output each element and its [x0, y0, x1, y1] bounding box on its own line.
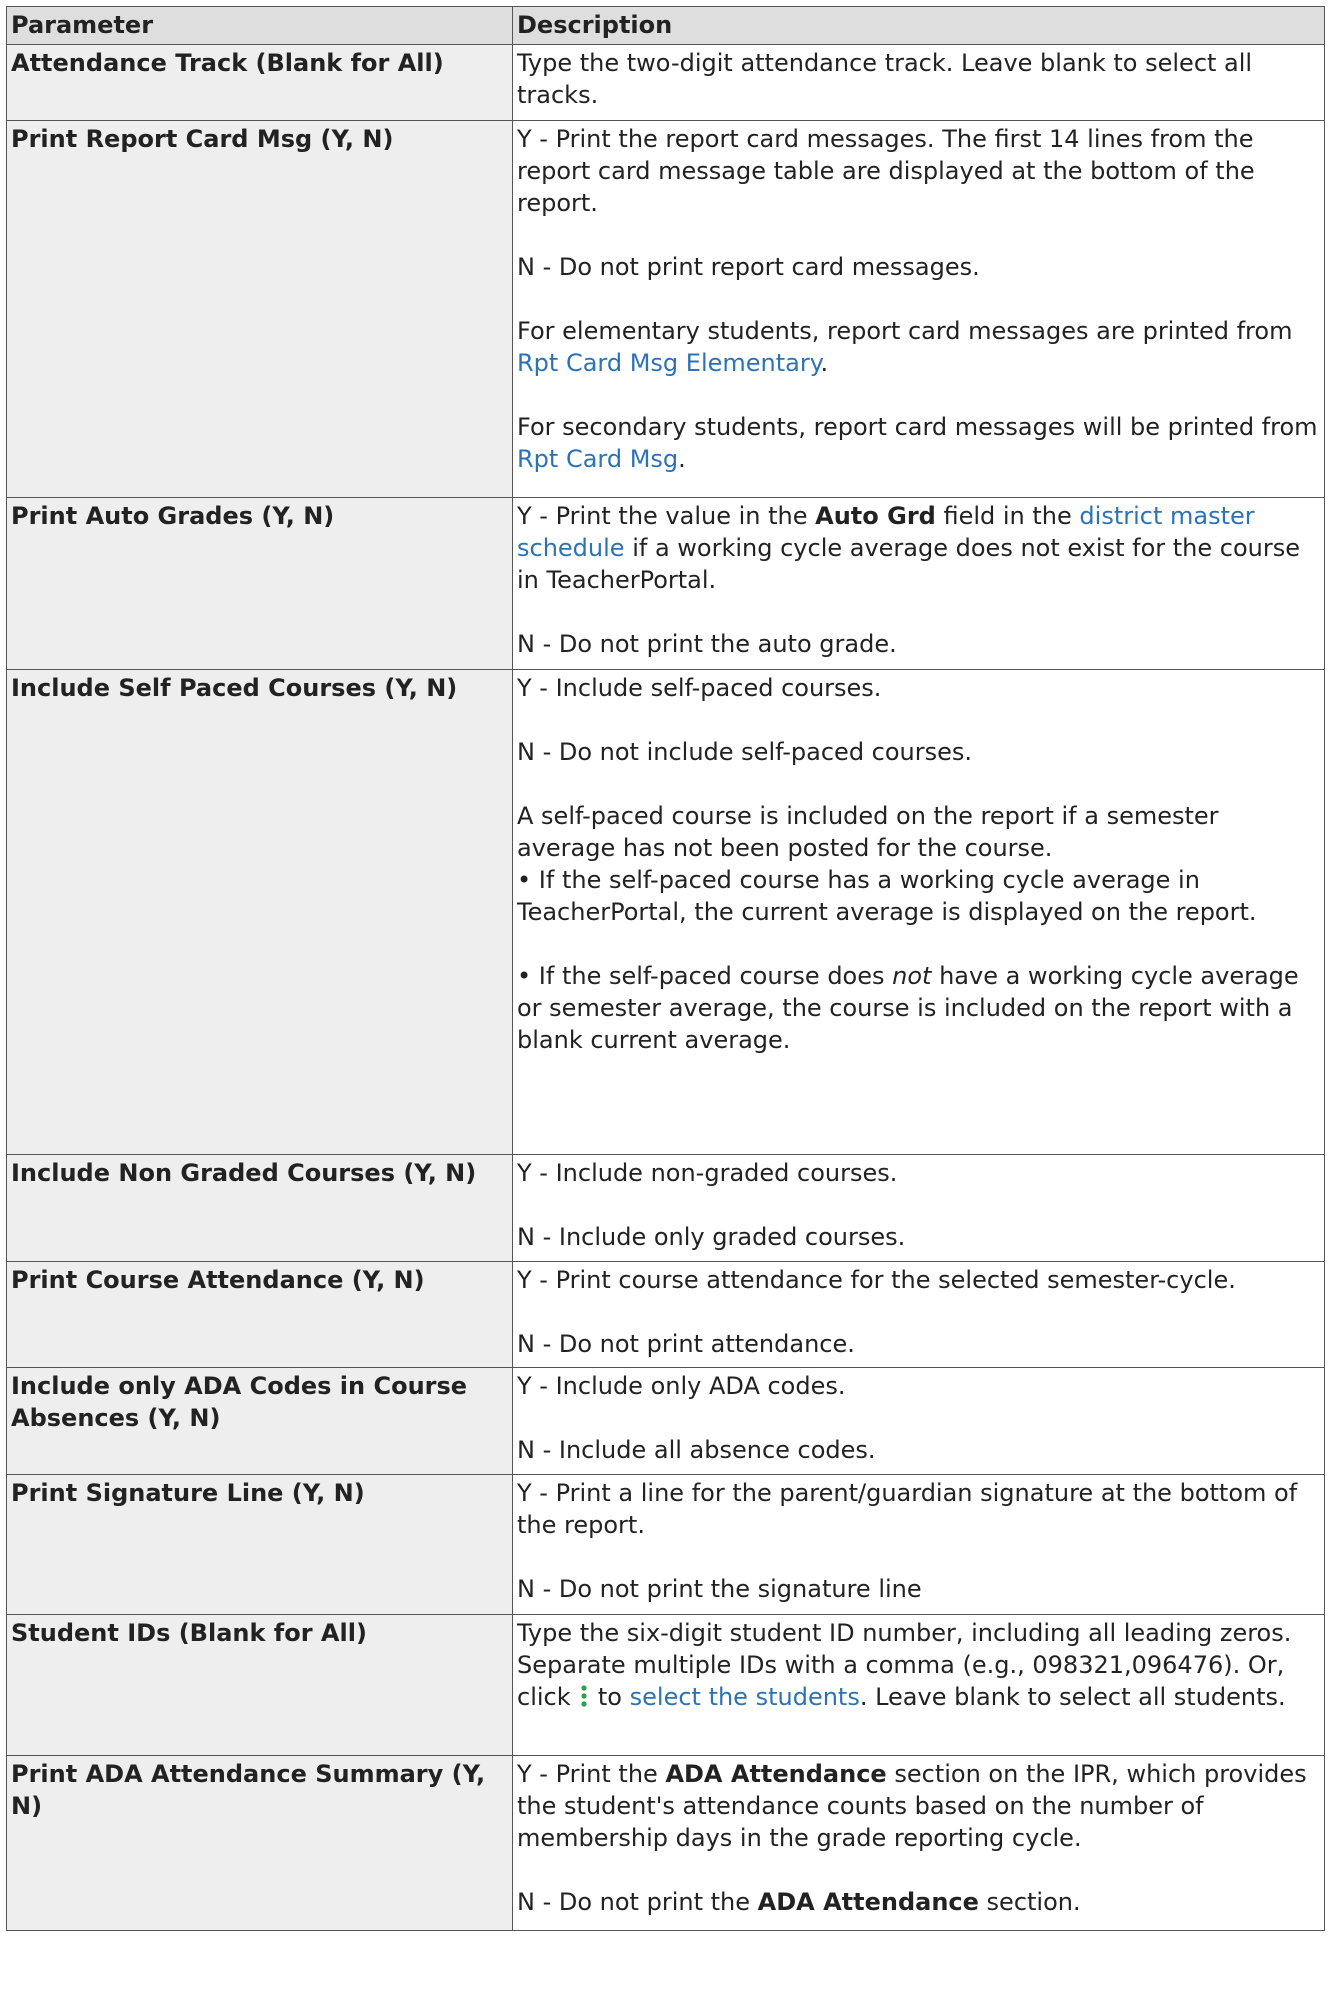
parameter-description — [513, 45, 1325, 121]
parameter-description — [513, 1475, 1325, 1615]
description-text: Y - Print a line for the parent/guardian signature at the bottom of the report. — [517, 1479, 1298, 1539]
table-row — [7, 1262, 1325, 1368]
parameter-name: Print ADA Attendance Summary (Y, N) — [7, 1756, 513, 1931]
text-run: . — [678, 445, 686, 473]
parameter-description — [513, 1262, 1325, 1368]
description-text — [517, 1617, 1320, 1715]
table-header-row — [7, 7, 1325, 45]
table-row — [7, 1475, 1325, 1615]
text-run: Y - Print the value in the — [517, 502, 816, 530]
description-text: N - Do not print the signature line — [517, 1575, 922, 1603]
text-run: N - Do not print the — [517, 1888, 758, 1916]
description-text: Y - Include self-paced courses. — [517, 674, 882, 702]
text-run: . Leave blank to select all students. — [859, 1683, 1286, 1711]
description-text: Y - Print the report card messages. The first 14 lines from the report card message table are displayed at the bottom of the report. — [517, 125, 1255, 217]
description-text — [517, 1758, 1320, 1854]
text-run: field in the — [935, 502, 1080, 530]
parameter-name: Student IDs (Blank for All) — [7, 1615, 513, 1756]
table-row — [7, 670, 1325, 1155]
select-the-students-link[interactable]: select the students — [629, 1683, 860, 1711]
text-run: Y - Print the — [517, 1760, 666, 1788]
table-row — [7, 45, 1325, 121]
text-run: For secondary students, report card messages will be printed from — [517, 413, 1318, 441]
parameter-column-header: Parameter — [7, 7, 513, 45]
table-row — [7, 498, 1325, 670]
table-row — [7, 1368, 1325, 1475]
description-text — [517, 1886, 1320, 1918]
parameter-name: Print Report Card Msg (Y, N) — [7, 121, 513, 498]
parameter-name: Include Self Paced Courses (Y, N) — [7, 670, 513, 1155]
parameter-description — [513, 1368, 1325, 1475]
text-run: section on the IPR, which provides the student's attendance counts based on the number of membership days in the grade reporting cycle. — [517, 1760, 1307, 1852]
district-master-schedule-link[interactable]: district master schedule — [517, 502, 1255, 562]
text-run: • If the self-paced course has a working cycle average in TeacherPortal, the current average is displayed on the report. — [517, 866, 1257, 926]
rpt-card-msg-elementary-link[interactable]: Rpt Card Msg Elementary — [517, 349, 821, 377]
parameter-name: Print Signature Line (Y, N) — [7, 1475, 513, 1615]
text-run: . — [820, 349, 829, 377]
text-run: have a working cycle average or semester average, the course is included on the report with a blank current average. — [517, 962, 1299, 1054]
description-text: Y - Include non-graded courses. — [517, 1159, 898, 1187]
description-text: Y - Print course attendance for the selected semester-cycle. — [517, 1266, 1236, 1294]
description-text — [517, 411, 1320, 475]
parameter-description — [513, 1756, 1325, 1931]
table-row — [7, 1615, 1325, 1756]
section-name: ADA Attendance — [757, 1888, 979, 1916]
description-text: N - Do not print report card messages. — [517, 253, 980, 281]
text-run: section. — [978, 1888, 1081, 1916]
description-column-header: Description — [513, 7, 1325, 45]
parameter-description — [513, 498, 1325, 670]
rpt-card-msg-link[interactable]: Rpt Card Msg — [517, 445, 679, 473]
table-row — [7, 121, 1325, 498]
vertical-ellipsis-icon[interactable] — [580, 1683, 588, 1715]
text-run: Type the six-digit student ID number, including all leading zeros. Separate multiple IDs with a comma (e.g., 098321,096476). Or, click — [517, 1619, 1292, 1711]
parameter-name: Attendance Track (Blank for All) — [7, 45, 513, 121]
description-text: N - Do not print attendance. — [517, 1330, 855, 1358]
text-run: A self-paced course is included on the report if a semester average has not been posted for the course. — [517, 802, 1219, 862]
text-run: to — [590, 1683, 630, 1711]
description-text: N - Do not print the auto grade. — [517, 630, 897, 658]
description-text: Type the two-digit attendance track. Leave blank to select all tracks. — [517, 49, 1253, 109]
description-text — [517, 500, 1320, 596]
parameters-table — [6, 6, 1325, 1931]
parameter-description — [513, 121, 1325, 498]
description-text: N - Do not include self-paced courses. — [517, 738, 973, 766]
description-text — [517, 315, 1320, 379]
table-row — [7, 1756, 1325, 1931]
parameter-name: Include only ADA Codes in Course Absences (Y, N) — [7, 1368, 513, 1475]
description-text: Y - Include only ADA codes. — [517, 1372, 846, 1400]
parameter-name: Print Auto Grades (Y, N) — [7, 498, 513, 670]
text-run: • If the self-paced course does — [517, 962, 893, 990]
parameter-name: Include Non Graded Courses (Y, N) — [7, 1155, 513, 1262]
parameter-description — [513, 1155, 1325, 1262]
description-text — [517, 800, 1320, 928]
description-text: N - Include all absence codes. — [517, 1436, 876, 1464]
field-name: Auto Grd — [815, 502, 936, 530]
parameter-description — [513, 1615, 1325, 1756]
parameter-name: Print Course Attendance (Y, N) — [7, 1262, 513, 1368]
parameter-description — [513, 670, 1325, 1155]
section-name: ADA Attendance — [665, 1760, 887, 1788]
description-text: N - Include only graded courses. — [517, 1223, 906, 1251]
emphasis: not — [892, 962, 932, 990]
text-run: For elementary students, report card messages are printed from — [517, 317, 1293, 345]
text-run: if a working cycle average does not exist for the course in TeacherPortal. — [517, 534, 1301, 594]
table-row — [7, 1155, 1325, 1262]
description-text — [517, 960, 1320, 1056]
